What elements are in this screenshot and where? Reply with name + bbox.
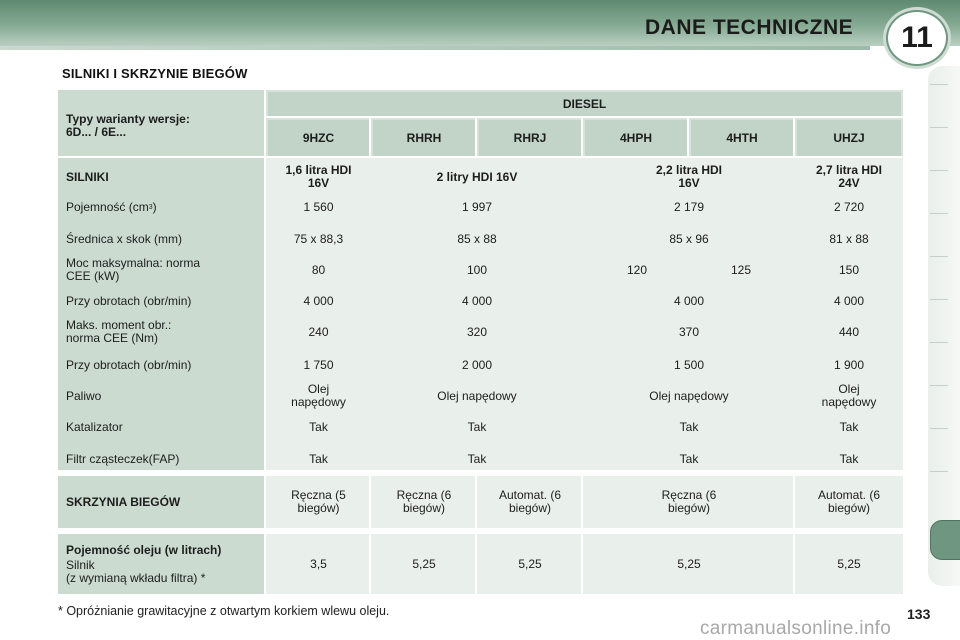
column-separator — [475, 118, 477, 158]
watermark: carmanualsonline.info — [700, 618, 892, 639]
gearbox-value: Ręczna (6 biegów) — [396, 488, 452, 515]
variant-corner-line2: 6D... / 6E... — [66, 125, 127, 139]
gearbox-label: SKRZYNIA BIEGÓW — [66, 494, 181, 509]
torque-rpm-value: 1 900 — [833, 357, 865, 372]
bore-stroke-value: 85 x 88 — [457, 231, 497, 246]
column-separator — [475, 476, 477, 528]
chapter-tab-active[interactable] — [930, 520, 960, 560]
bore-stroke-label: Średnica x skok (mm) — [66, 231, 183, 246]
power-rpm-value: 4 000 — [673, 293, 705, 308]
column-separator — [793, 476, 795, 528]
oil-capacity-value: 5,25 — [677, 556, 701, 571]
column-separator — [793, 118, 795, 158]
engines-label: SILNIKI — [66, 169, 109, 184]
power-value: 80 — [311, 262, 326, 277]
code-header: RHRH — [373, 120, 475, 156]
specs-table — [58, 90, 903, 594]
engine-name: 2,7 litra HDI 24V — [815, 163, 883, 190]
torque-rpm-value: 2 000 — [461, 357, 493, 372]
fap-value: Tak — [309, 451, 328, 466]
power-rpm-value: 4 000 — [833, 293, 865, 308]
displacement-label-text: Pojemność (cm — [66, 199, 149, 214]
tab-divider — [930, 428, 948, 429]
torque-value: 320 — [466, 324, 488, 339]
gearbox-value: Automat. (6 biegów) — [817, 488, 881, 515]
oil-capacity-value: 3,5 — [310, 556, 327, 571]
tab-divider — [930, 170, 948, 171]
displacement-label — [58, 196, 264, 218]
tab-divider — [930, 84, 948, 85]
oil-capacity-title: Pojemność oleju (w litrach) — [66, 542, 222, 557]
catalyst-value: Tak — [839, 419, 859, 434]
page-title: DANE TECHNICZNE — [645, 16, 854, 39]
power-rpm-value: 4 000 — [303, 293, 334, 308]
oil-capacity-label — [58, 536, 264, 592]
gearbox-value: Automat. (6 biegów) — [498, 488, 562, 515]
torque-value: 440 — [838, 324, 860, 339]
fap-value: Tak — [679, 451, 699, 466]
code-header: UHZJ — [797, 120, 901, 156]
footnote: * Opróżnianie grawitacyjne z otwartym korkiem wlewu oleju. — [58, 604, 390, 618]
power-label: Moc maksymalna: norma CEE (kW) — [66, 256, 201, 283]
tab-divider — [930, 299, 948, 300]
row-separator — [58, 156, 903, 158]
column-separator — [581, 534, 583, 594]
tab-divider — [930, 213, 948, 214]
displacement-value: 1 997 — [461, 199, 493, 214]
code-header: 4HTH — [691, 120, 793, 156]
tab-divider — [930, 127, 948, 128]
torque-label: Maks. moment obr.: norma CEE (Nm) — [66, 318, 172, 345]
torque-rpm-value: 1 750 — [303, 357, 334, 372]
fap-label: Filtr cząsteczek(FAP) — [66, 451, 180, 466]
power-value: 100 — [466, 262, 488, 277]
column-separator — [687, 118, 689, 158]
power-rpm-label: Przy obrotach (obr/min) — [66, 293, 192, 308]
column-separator — [793, 534, 795, 594]
displacement-value: 2 179 — [673, 199, 705, 214]
gearbox-value: Ręczna (6 biegów) — [661, 488, 717, 515]
column-separator — [264, 90, 266, 594]
power-value: 125 — [730, 262, 752, 277]
column-separator — [581, 476, 583, 528]
bore-stroke-value: 81 x 88 — [829, 231, 869, 246]
variant-corner-line1: Typy warianty wersje: — [66, 112, 190, 126]
section-title: SILNIKI I SKRZYNIE BIEGÓW — [62, 66, 248, 81]
displacement-unit-sup: 3 — [148, 203, 153, 211]
tab-divider — [930, 256, 948, 257]
column-separator — [369, 534, 371, 594]
fuel-label: Paliwo — [66, 388, 102, 403]
code-header: RHRJ — [479, 120, 581, 156]
oil-capacity-sub2: (z wymianą wkładu filtra) * — [66, 570, 206, 585]
code-header: 9HZC — [268, 120, 369, 156]
gearbox-value: Ręczna (5 biegów) — [291, 488, 346, 515]
engine-name: 1,6 litra HDI 16V — [285, 163, 352, 190]
displacement-value: 1 560 — [303, 199, 334, 214]
row-separator — [266, 116, 903, 118]
displacement-value: 2 720 — [833, 199, 865, 214]
fuel-type-header: DIESEL — [268, 92, 901, 116]
power-value: 120 — [626, 262, 648, 277]
engine-name: 2,2 litra HDI 16V — [655, 163, 723, 190]
power-rpm-value: 4 000 — [461, 293, 493, 308]
column-separator — [475, 534, 477, 594]
catalyst-value: Tak — [309, 419, 328, 434]
code-header: 4HPH — [585, 120, 687, 156]
fuel-value: Olej napędowy — [821, 382, 877, 409]
bore-stroke-value: 75 x 88,3 — [293, 231, 344, 246]
torque-value: 240 — [308, 324, 329, 339]
oil-capacity-value: 5,25 — [837, 556, 861, 571]
torque-value: 370 — [678, 324, 700, 339]
tab-divider — [930, 342, 948, 343]
chapter-badge: 11 — [886, 10, 948, 66]
displacement-label-close: ) — [152, 199, 157, 214]
chapter-tab-rail — [928, 66, 960, 586]
fuel-value: Olej napędowy — [649, 388, 729, 403]
oil-capacity-sub1: Silnik — [66, 557, 95, 572]
oil-capacity-value: 5,25 — [518, 556, 542, 571]
fap-value: Tak — [467, 451, 487, 466]
oil-capacity-value: 5,25 — [412, 556, 436, 571]
power-value: 150 — [838, 262, 860, 277]
catalyst-value: Tak — [679, 419, 699, 434]
page-number: 133 — [907, 606, 931, 622]
fuel-value: Olej napędowy — [437, 388, 517, 403]
bore-stroke-value: 85 x 96 — [669, 231, 709, 246]
torque-rpm-value: 1 500 — [673, 357, 705, 372]
engine-name: 2 litry HDI 16V — [436, 169, 518, 184]
catalyst-value: Tak — [467, 419, 487, 434]
column-separator — [581, 118, 583, 158]
column-separator — [369, 118, 371, 158]
catalyst-label: Katalizator — [66, 419, 123, 434]
tab-divider — [930, 385, 948, 386]
fap-value: Tak — [839, 451, 859, 466]
fuel-value: Olej napędowy — [291, 382, 346, 409]
tab-divider — [930, 471, 948, 472]
torque-rpm-label: Przy obrotach (obr/min) — [66, 357, 192, 372]
column-separator — [369, 476, 371, 528]
variant-corner-label — [58, 108, 264, 144]
